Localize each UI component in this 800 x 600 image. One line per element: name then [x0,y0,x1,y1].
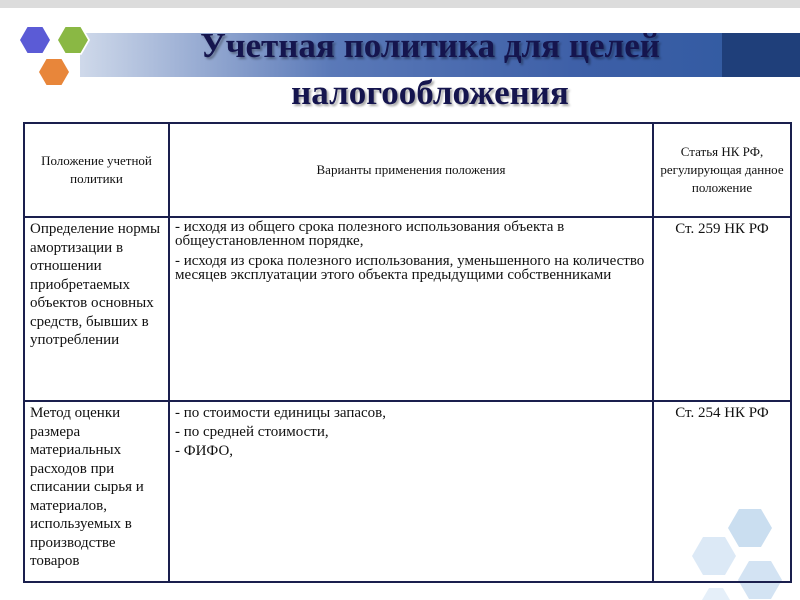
option-item: - исходя из общего срока полезного использования объекта в общеустановленном порядке, [175,219,565,249]
column-header-options: Варианты применения положения [169,123,653,217]
top-bar [0,0,800,8]
options-cell [169,401,653,582]
table-row [24,217,791,401]
option-item: - исходя из срока полезного использования, уменьшенного на количество месяцев эксплуатации этого объекта предыдущими собственниками [175,253,645,283]
provision-cell: Метод оценки размера материальных расходов при списании сырья и материалов, используемых в производстве товаров [24,401,169,582]
title-line-1: Учетная политика для целей [200,26,660,65]
provision-cell: Определение нормы амортизации в отношении приобретаемых объектов основных средств, бывших в употреблении [24,217,169,401]
column-header-article: Статья НК РФ, регулирующая данное положение [653,123,791,217]
option-item: - по стоимости единицы запасов, [175,405,387,421]
article-cell: Ст. 259 НК РФ [653,217,791,401]
column-header-provision: Положение учетной политики [24,123,169,217]
table-header-row [24,123,791,217]
hexagon-cluster-icon [4,16,94,106]
accounting-policy-table [23,122,792,583]
option-item: - ФИФО, [175,443,234,459]
table-row [24,401,791,582]
article-cell: Ст. 254 НК РФ [653,401,791,582]
title-line-2: налогообложения [291,73,569,112]
option-item: - по средней стоимости, [175,424,329,440]
options-cell [169,217,653,401]
slide-title [110,22,750,116]
